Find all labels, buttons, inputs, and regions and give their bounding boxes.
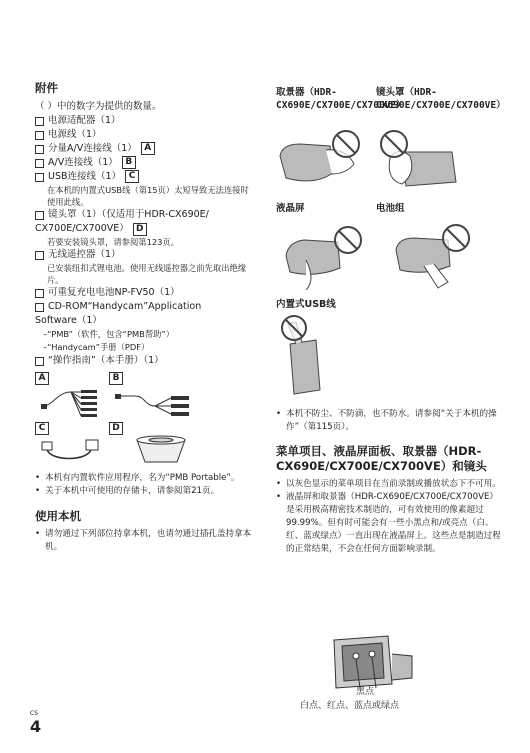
item-note: 在本机的内置式USB线（第15页）太短导致无法连接时使用此线。: [47, 185, 249, 207]
accessory-figures: [35, 372, 257, 468]
list-item: 电源适配器（1）: [35, 114, 257, 128]
list-item: • 关于本机中可使用的存储卡，请参阅第21页。: [35, 486, 220, 496]
list-item: CD-ROM“Handycam”Application: [35, 300, 257, 314]
lenshood-hold-image: [376, 130, 466, 196]
handling-row-2: [276, 202, 501, 292]
item-note: 若要安装镜头罩，请参阅第123页。: [47, 237, 179, 247]
list-item-cont: Software（1）: [35, 315, 102, 326]
checkbox-icon: [35, 357, 44, 366]
hdr-viewfinder: 取景器（HDR-CX690E/CX700E/CX700VE）: [276, 87, 406, 111]
lcd-dots-image: [326, 634, 416, 690]
fig-label-d: D: [109, 422, 123, 435]
viewfinder-hold-image: [276, 130, 366, 196]
handling-row-3: [276, 292, 501, 400]
checkbox-icon: [35, 289, 44, 298]
checkbox-icon: [35, 159, 44, 168]
right-column: [276, 86, 506, 711]
usb-hold-image: [276, 314, 346, 398]
checkbox-icon: [35, 173, 44, 182]
list-item: 无线遥控器（1）: [35, 248, 257, 262]
list-item: • 本机不防尘、不防滴，也不防水。请参阅“关于本机的操作”（第115页）。: [276, 409, 497, 432]
checkbox-icon: [35, 117, 44, 126]
caption-color-dots: 白点、红点、蓝点或绿点: [300, 701, 400, 711]
handling-row-1: [276, 86, 506, 202]
page-number: [30, 710, 41, 736]
checkbox-icon: [35, 211, 44, 220]
list-item: 分量A/V连接线（1） A: [35, 142, 257, 156]
accessories-title: 附件: [35, 81, 58, 95]
battery-hold-image: [376, 220, 472, 290]
list-item: “操作指南”（本手册）（1）: [35, 354, 257, 368]
list-item-cont: CX700E/CX700VE） D: [35, 222, 257, 236]
tag-c: C: [125, 170, 139, 183]
list-item: • 液晶屏和取景器（HDR-CX690E/CX700E/CX700VE）是采用极高精密技术制造的，可有效使用的像素超过99.99%。但有时可能会有一些小黑点和/或亮点（白、红、蓝或绿点）一直出现在液晶屏上。这些点是制造过程的正常结果，不会在任何方面影响录制。: [276, 492, 501, 554]
accessories-intro: （ ）中的数字为提供的数量。: [35, 101, 162, 112]
page-lang: CS: [30, 710, 38, 717]
component-av-cable-icon: [41, 386, 105, 420]
checkbox-icon: [35, 303, 44, 312]
list-item: USB连接线（1） C: [35, 170, 257, 184]
usb-cable-icon: [41, 436, 105, 466]
lens-hood-icon: [131, 432, 191, 466]
list-item: 电源线（1）: [35, 128, 257, 142]
list-item: 可重复充电电池NP-FV50（1）: [35, 286, 257, 300]
fig-label-c: C: [35, 422, 49, 435]
sub-item: –“PMB”（软件，包含“PMB帮助”）: [43, 329, 175, 339]
hdr-battery: 电池组: [376, 203, 405, 214]
checkbox-icon: [35, 131, 44, 140]
list-item: A/V连接线（1） B: [35, 156, 257, 170]
menu-title: 菜单项目、液晶屏面板、取景器（HDR-CX690E/CX700E/CX700VE）和镜头: [276, 444, 487, 473]
list-item: • 请勿通过下列部位持拿本机，也请勿通过插孔盖持拿本机。: [35, 529, 252, 552]
fig-label-a: A: [35, 372, 49, 385]
checkbox-icon: [35, 145, 44, 154]
page-number-value: 4: [30, 717, 42, 736]
hdr-lenshood: 镜头罩（HDR-CX690E/CX700E/CX700VE）: [376, 87, 506, 111]
item-note: 已安装纽扣式锂电池。使用无线遥控器之前先取出绝缘片。: [47, 263, 247, 285]
tag-a: A: [141, 142, 155, 155]
list-item: • 以灰色显示的菜单项目在当前录制或播放状态下不可用。: [276, 479, 501, 489]
lcd-hold-image: [276, 220, 372, 290]
left-column: [35, 80, 257, 554]
list-item: • 本机有内置软件应用程序，名为“PMB Portable”。: [35, 473, 240, 483]
av-cable-icon: [115, 386, 195, 416]
list-item: 镜头罩（1）（仅适用于HDR-CX690E/: [35, 208, 257, 222]
hdr-lcd: 液晶屏: [276, 203, 305, 214]
use-title: 使用本机: [35, 509, 81, 523]
hdr-usb: 内置式USB线: [276, 299, 336, 310]
tag-d: D: [133, 223, 147, 236]
fig-label-b: B: [109, 372, 123, 385]
checkbox-icon: [35, 251, 44, 260]
caption-black-dot: 黑点: [356, 687, 375, 697]
sub-item: –“Handycam”手册（PDF）: [43, 342, 150, 352]
tag-b: B: [122, 156, 136, 169]
